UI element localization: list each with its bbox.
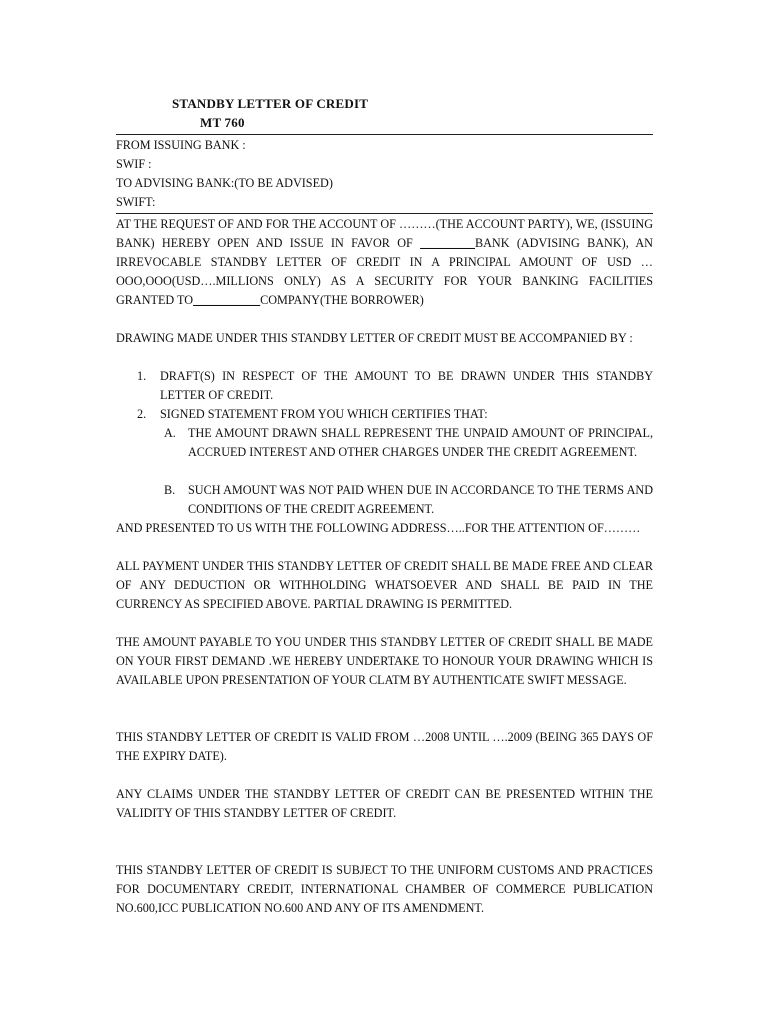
paragraph-ucp: THIS STANDBY LETTER OF CREDIT IS SUBJECT TO THE UNIFORM CUSTOMS AND PRACTICES FOR DOCUMENTARY CREDIT, INTERNATIONAL CHAMBER OF COMMERCE PUBLICATION NO.600,ICC PUBLICATION NO.600 AND ANY OF ITS AMENDMENT. <box>116 863 653 915</box>
paragraph-payment: ALL PAYMENT UNDER THIS STANDBY LETTER OF CREDIT SHALL BE MADE FREE AND CLEAR OF ANY DEDUCTION OR WITHHOLDING WHATSOEVER AND SHALL BE PAID IN THE CURRENCY AS SPECIFIED ABOVE. PARTIAL DRAWING IS PERMITTED. <box>116 559 653 611</box>
list-number-1: 1. <box>137 369 147 383</box>
list-item-1: DRAFT(S) IN RESPECT OF THE AMOUNT TO BE DRAWN UNDER THIS STANDBY LETTER OF CREDIT. <box>160 369 653 402</box>
request-text-a: AT THE REQUEST OF AND FOR THE ACCOUNT OF ………(THE ACCOUNT PARTY), WE, (ISSUING BANK) HEREBY OPEN AND ISSUE IN FAVOR OF <box>116 217 653 250</box>
request-text-b: BANK (ADVISING BANK), AN IRREVOCABLE STANDBY LETTER OF CREDIT IN A PRINCIPAL AMOUNT OF USD …OOO,OOO(USD….MILLIONS ONLY) AS A SECURITY FOR YOUR BANKING FACILITIES GRANTED TO <box>116 236 653 307</box>
sublist-letter-a: A. <box>164 426 176 440</box>
document-subtitle: MT 760 <box>200 115 245 130</box>
swift-line: SWIFT: <box>116 195 156 209</box>
paragraph-drawing: DRAWING MADE UNDER THIS STANDBY LETTER OF CREDIT MUST BE ACCOMPANIED BY : <box>116 331 633 345</box>
top-divider <box>116 134 653 135</box>
sublist-letter-b: B. <box>164 483 176 497</box>
blank-field-company: ___________ <box>193 293 261 307</box>
sublist-item-a: THE AMOUNT DRAWN SHALL REPRESENT THE UNPAID AMOUNT OF PRINCIPAL, ACCRUED INTEREST AND OTHER CHARGES UNDER THE CREDIT AGREEMENT. <box>188 426 653 459</box>
paragraph-request <box>116 215 653 310</box>
header-divider <box>116 213 653 214</box>
swif-line: SWIF : <box>116 157 152 171</box>
document-title: STANDBY LETTER OF CREDIT <box>172 96 369 111</box>
paragraph-presented: AND PRESENTED TO US WITH THE FOLLOWING ADDRESS…..FOR THE ATTENTION OF……… <box>116 521 641 535</box>
blank-field-bank: _________ <box>420 236 475 250</box>
request-text-c: COMPANY(THE BORROWER) <box>260 293 424 307</box>
sublist-item-b: SUCH AMOUNT WAS NOT PAID WHEN DUE IN ACCORDANCE TO THE TERMS AND CONDITIONS OF THE CREDIT AGREEMENT. <box>188 483 653 516</box>
paragraph-validity: THIS STANDBY LETTER OF CREDIT IS VALID FROM …2008 UNTIL ….2009 (BEING 365 DAYS OF THE EXPIRY DATE). <box>116 730 653 763</box>
from-issuing-bank: FROM ISSUING BANK : <box>116 138 246 152</box>
to-advising-bank: TO ADVISING BANK:(TO BE ADVISED) <box>116 176 333 190</box>
list-number-2: 2. <box>137 407 147 421</box>
list-item-2: SIGNED STATEMENT FROM YOU WHICH CERTIFIES THAT: <box>160 407 488 421</box>
paragraph-amount-payable: THE AMOUNT PAYABLE TO YOU UNDER THIS STANDBY LETTER OF CREDIT SHALL BE MADE ON YOUR FIRST DEMAND .WE HEREBY UNDERTAKE TO HONOUR YOUR DRAWING WHICH IS AVAILABLE UPON PRESENTATION OF YOUR CLATM BY AUTHENTICATE SWIFT MESSAGE. <box>116 635 653 687</box>
paragraph-claims: ANY CLAIMS UNDER THE STANDBY LETTER OF CREDIT CAN BE PRESENTED WITHIN THE VALIDITY OF THIS STANDBY LETTER OF CREDIT. <box>116 787 653 820</box>
